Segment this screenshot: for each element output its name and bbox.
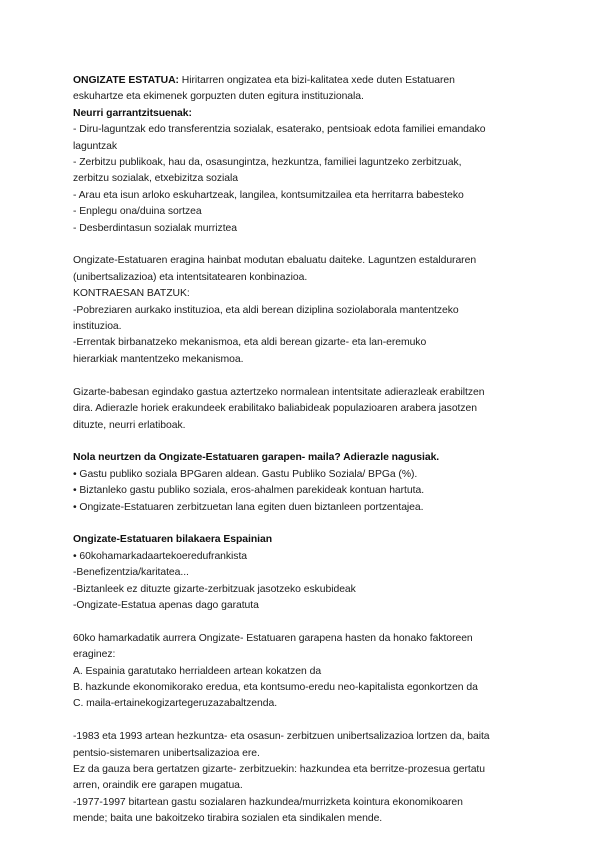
spending-line: dituzte, neurri erlatiboak. — [73, 419, 186, 431]
paragraph-gap — [73, 614, 533, 630]
factors-line: B. hazkunde ekonomikorako eredua, eta kontsumo-eredu neo-kapitalista egonkortzen da — [73, 681, 478, 693]
evaluation-line: KONTRAESAN BATZUK: — [73, 288, 190, 300]
measures-line: - Zerbitzu publikoak, hau da, osasungintza, hezkuntza, familiei laguntzeko zerbitzuak, — [73, 157, 462, 169]
paragraph-gap — [73, 516, 533, 532]
indicator-item: • Ongizate-Estatuaren zerbitzuetan lana egiten duen biztanleen portzentajea. — [73, 501, 424, 513]
evaluation-line: -Errentak birbanatzeko mekanismoa, eta aldi berean gizarte- eta lan-eremuko — [73, 337, 427, 349]
history-line: -1983 eta 1993 artean hezkuntza- eta osasun- zerbitzuen unibertsalizazioa lortzen da, baita — [73, 731, 490, 743]
evaluation-line: Ongizate-Estatuaren eragina hainbat modutan ebaluatu daiteke. Laguntzen estalduraren — [73, 255, 477, 267]
history-line: arren, oraindik ere garapen mugatua. — [73, 780, 243, 792]
paragraph-gap — [73, 368, 533, 384]
evaluation-line: instituzioa. — [73, 321, 122, 333]
history-line: pentsio-sistemaren unibertsalizazioa ere. — [73, 747, 260, 759]
measures-line: - Diru-laguntzak edo transferentzia sozialak, esaterako, pentsioak edota familiei emandako — [73, 124, 486, 136]
factors-line: eraginez: — [73, 649, 116, 661]
indicator-item: • Gastu publiko soziala BPGaren aldean. Gastu Publiko Soziala/ BPGa (%). — [73, 468, 418, 480]
evaluation-line: (unibertsalizazioa) eta intentsitatearen konbinazioa. — [73, 271, 308, 283]
history-line: -1977-1997 bitartean gastu sozialaren hazkundea/murrizketa kointura ekonomikoaren — [73, 796, 463, 808]
factors-line: 60ko hamarkadatik aurrera Ongizate- Estatuaren garapena hasten da honako faktoreen — [73, 632, 473, 644]
indicators-heading: Nola neurtzen da Ongizate-Estatuaren garapen- maila? Adierazle nagusiak. — [73, 452, 440, 464]
factors-line: A. Espainia garatutako herrialdeen artean kokatzen da — [73, 665, 322, 677]
paragraph-gap — [73, 434, 533, 450]
factors-line: C. maila-ertainekogizartegeruzazabaltzenda. — [73, 698, 278, 710]
evaluation-line: -Pobreziaren aurkako instituzioa, eta aldi berean diziplina soziolaboralа mantentzeko — [73, 304, 459, 316]
history-line: Ez da gauza bera gertatzen gizarte- zerbitzuekin: hazkundea eta berritze-prozesua gertatu — [73, 763, 485, 775]
measures-line: zerbitzu sozialak, etxebizitza soziala — [73, 173, 239, 185]
indicator-item: • Biztanleko gastu publiko soziala, eros-ahalmen parekideak kontuan hartuta. — [73, 485, 425, 497]
measures-line: - Arau eta isun arloko eskuhartzeak, langilea, kontsumitzailea eta herritarra babesteko — [73, 189, 464, 201]
spain-line: -Ongizate-Estatua apenas dago garatuta — [73, 599, 259, 611]
measures-heading: Neurri garrantzitsuenak: — [73, 107, 192, 119]
intro-line-2: eskuhartze eta ekimenek gorpuzten duten egitura instituzionala. — [73, 91, 364, 103]
intro-line-1 — [73, 73, 533, 89]
spain-heading: Ongizate-Estatuaren bilakaera Espainian — [73, 534, 273, 546]
spain-line: -Benefizentzia/karitatea... — [73, 567, 189, 579]
measures-line: - Enplegu ona/duina sortzea — [73, 206, 202, 218]
paragraph-gap — [73, 237, 533, 253]
measures-line: laguntzak — [73, 140, 118, 152]
document-body — [73, 73, 533, 828]
spending-line: Gizarte-babesan egindako gastua aztertzeko normalean intentsitate adierazleak erabiltzen — [73, 386, 485, 398]
paragraph-gap — [73, 713, 533, 729]
spending-line: dira. Adierazle horiek erakundeek erabilitako baliabideak populazioaren arabera jasotzen — [73, 403, 477, 415]
spain-line: • 60kohamarkadaartekoeredufrankista — [73, 550, 248, 562]
evaluation-line: hierarkiak mantentzeko mekanismoa. — [73, 353, 244, 365]
measures-line: - Desberdintasun sozialak murriztea — [73, 222, 237, 234]
spain-line: -Biztanleek ez dituzte gizarte-zerbitzuak jasotzeko eskubideak — [73, 583, 356, 595]
history-line: mende; baita une bakoitzeko tirabira sozialen eta sindikalen mende. — [73, 813, 383, 825]
intro-definition: Hiritarren ongizatea eta bizi-kalitatea xede duten Estatuaren — [178, 75, 455, 86]
intro-term: ONGIZATE ESTATUA: — [73, 75, 179, 86]
